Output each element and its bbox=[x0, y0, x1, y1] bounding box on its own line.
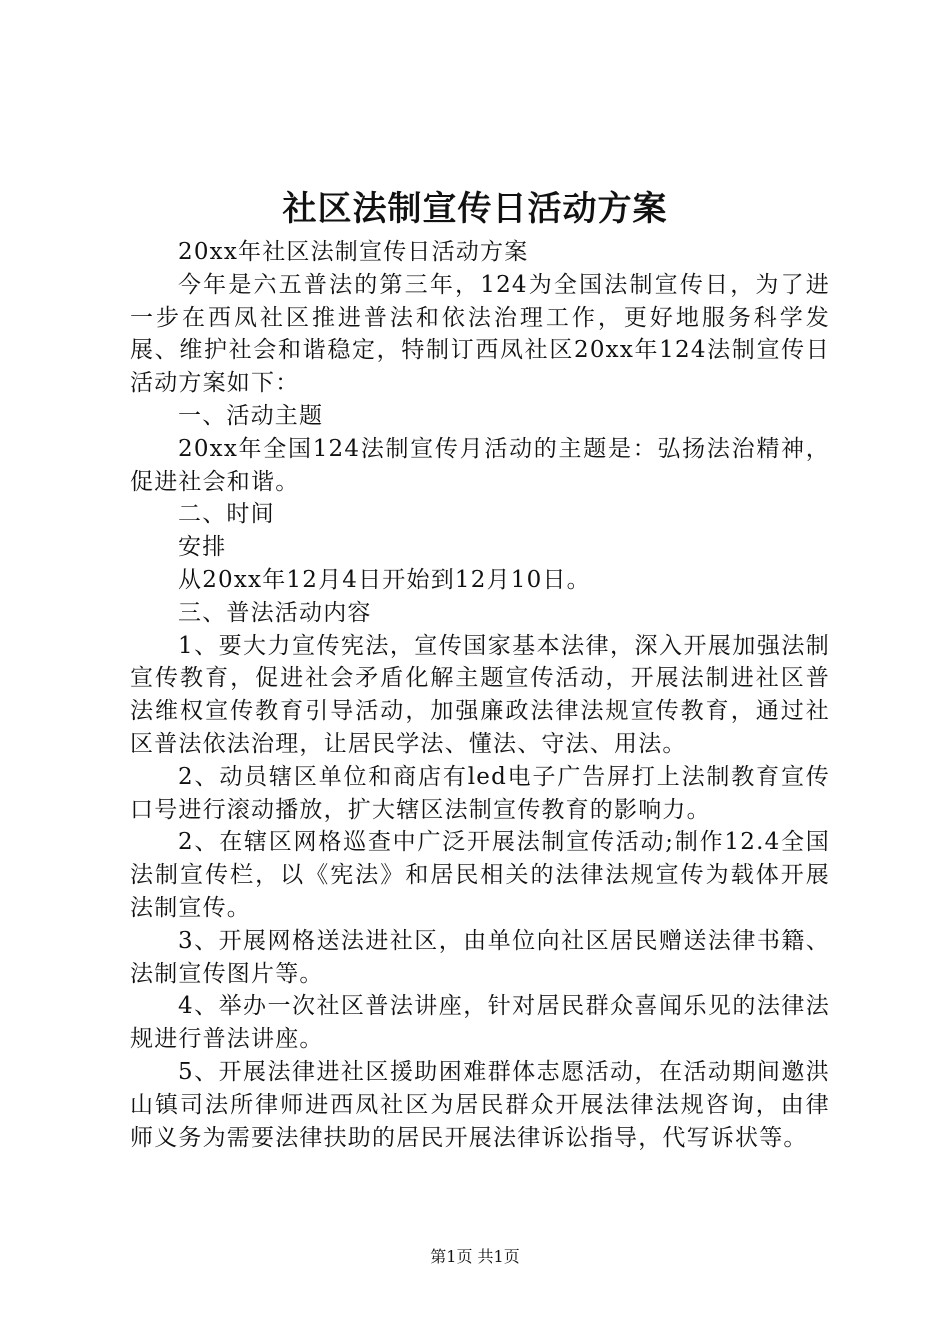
paragraph-dates: 从20xx年12月4日开始到12月10日。 bbox=[178, 566, 591, 593]
list-item-2a: 2、动员辖区单位和商店有led电子广告屏打上法制教育宣传口号进行滚动播放，扩大辖区法制宣传教育的影响力。 bbox=[130, 763, 830, 823]
paragraph-subtitle: 20xx年社区法制宣传日活动方案 bbox=[178, 239, 529, 265]
list-item-2b: 2、在辖区网格巡查中广泛开展法制宣传活动;制作12.4全国法制宣传栏，以《宪法》和居民相关的法律法规宣传为载体开展法制宣传。 bbox=[130, 829, 830, 921]
paragraph-intro: 今年是六五普法的第三年，124为全国法制宣传日，为了进一步在西凤社区推进普法和依法治理工作，更好地服务科学发展、维护社会和谐稳定，特制订西凤社区20xx年124法制宣传日活动方案如下： bbox=[130, 271, 830, 397]
page-footer: 第1页 共1页 bbox=[430, 1247, 520, 1266]
section-heading-theme: 一、活动主题 bbox=[178, 402, 324, 429]
list-item-3: 3、开展网格送法进社区，由单位向社区居民赠送法律书籍、法制宣传图片等。 bbox=[130, 927, 830, 987]
list-item-4: 4、举办一次社区普法讲座，针对居民群众喜闻乐见的法律法规进行普法讲座。 bbox=[130, 993, 830, 1053]
list-item-1: 1、要大力宣传宪法，宣传国家基本法律，深入开展加强法制宣传教育，促进社会矛盾化解主题宣传活动，开展法制进社区普法维权宣传教育引导活动，加强廉政法律法规宣传教育，通过社区普法依法治理，让居民学法、懂法、守法、用法。 bbox=[130, 632, 830, 757]
document-title: 社区法制宣传日活动方案 bbox=[282, 189, 668, 229]
list-item-5: 5、开展法律进社区援助困难群体志愿活动，在活动期间邀洪山镇司法所律师进西凤社区为居民群众开展法律法规咨询，由律师义务为需要法律扶助的居民开展法律诉讼指导，代写诉状等。 bbox=[130, 1058, 830, 1151]
section-heading-time: 二、时间 bbox=[178, 501, 275, 528]
paragraph-theme: 20xx年全国124法制宣传月活动的主题是：弘扬法治精神，促进社会和谐。 bbox=[130, 435, 830, 495]
document-body bbox=[130, 236, 830, 1154]
section-heading-content: 三、普法活动内容 bbox=[178, 599, 372, 626]
paragraph-arrangement: 安排 bbox=[178, 534, 227, 561]
